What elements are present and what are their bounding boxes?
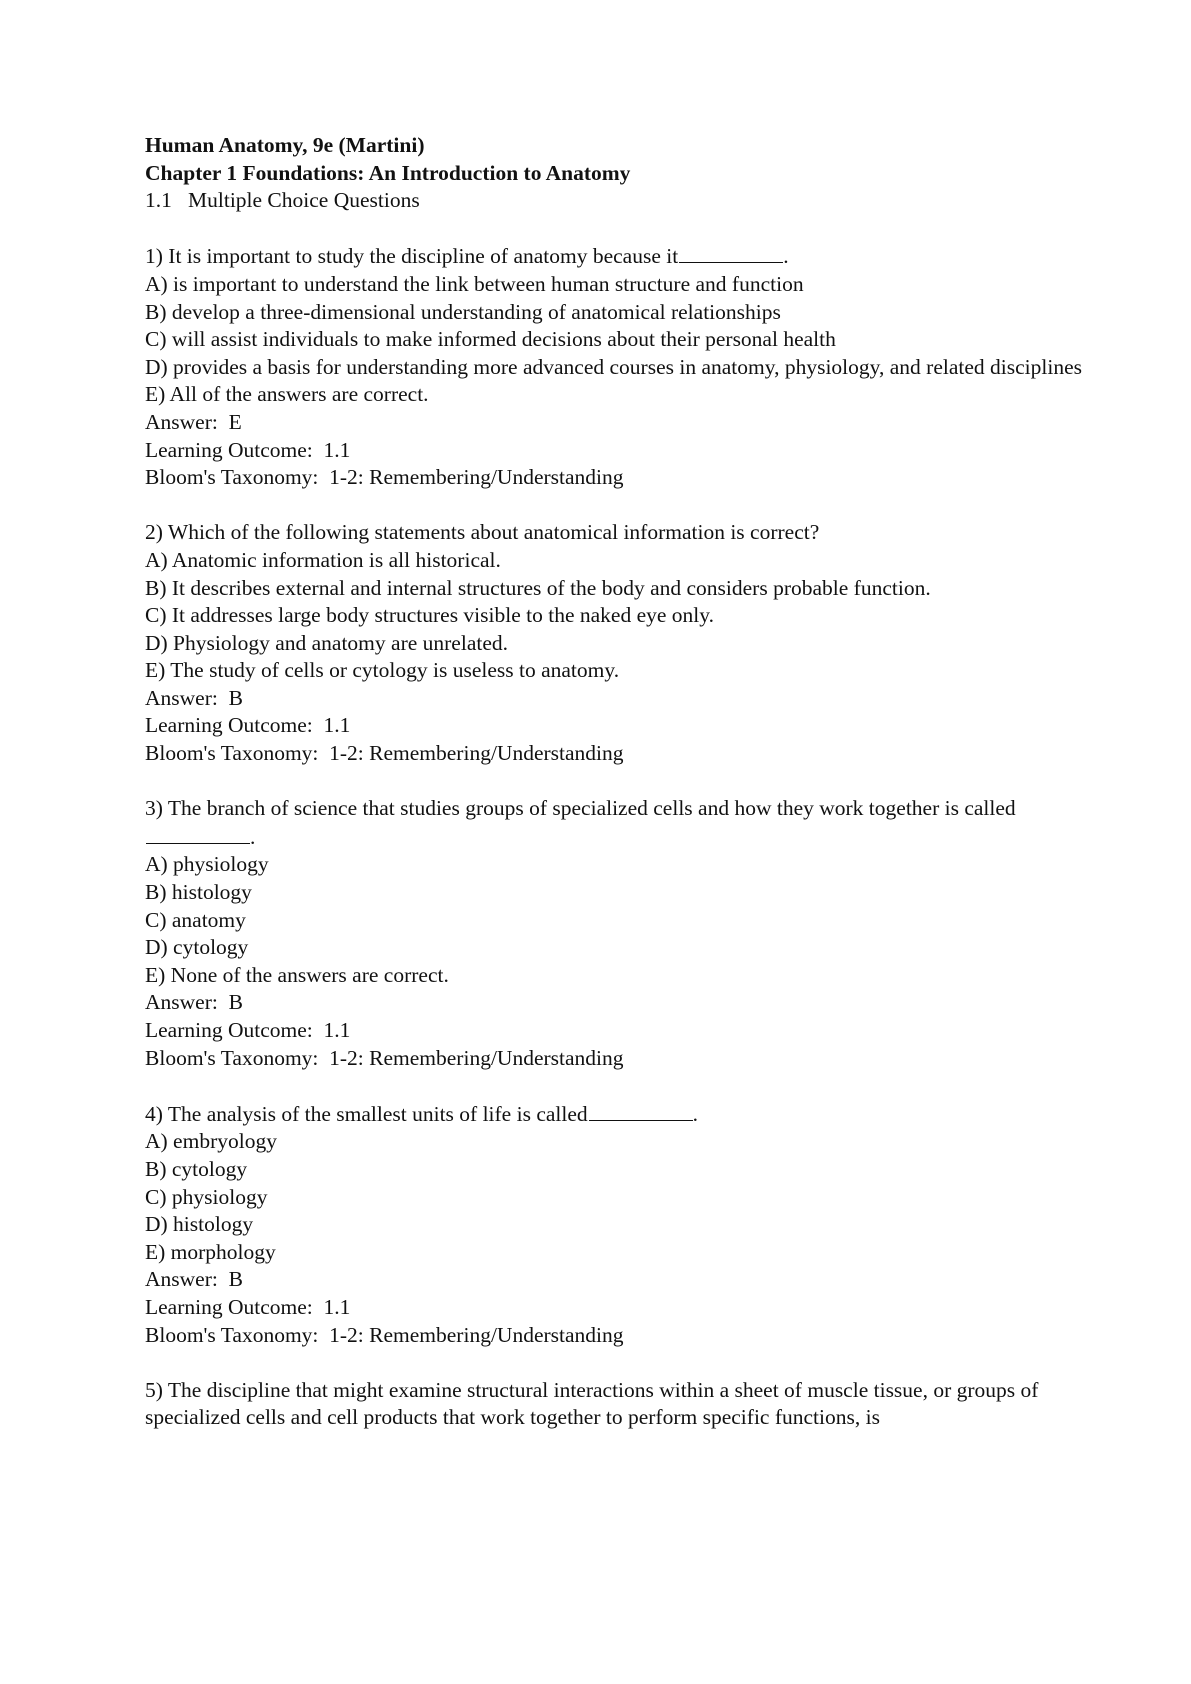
question-3	[145, 795, 1085, 1072]
answer-option: B) It describes external and internal structures of the body and considers probable function.	[145, 575, 931, 600]
blooms-taxonomy: Bloom's Taxonomy: 1-2: Remembering/Understanding	[145, 741, 624, 766]
learning-outcome: Learning Outcome: 1.1	[145, 713, 351, 738]
learning-outcome: Learning Outcome: 1.1	[145, 1018, 351, 1042]
answer-option: A) Anatomic information is all historical.	[145, 547, 501, 572]
question-1	[145, 242, 1085, 491]
document-page	[145, 132, 1085, 1432]
question-stem	[145, 795, 1085, 851]
answer-option: B) develop a three-dimensional understanding of anatomical relationships	[145, 299, 781, 324]
answer-option: A) is important to understand the link between human structure and function	[145, 271, 804, 296]
answer-option: D) Physiology and anatomy are unrelated.	[145, 630, 509, 655]
learning-outcome: Learning Outcome: 1.1	[145, 437, 351, 462]
question-stem-end: .	[692, 1101, 699, 1126]
answer-blank	[589, 1100, 693, 1121]
answer-option: E) morphology	[145, 1239, 276, 1264]
question-stem-text: 4) The analysis of the smallest units of life is called	[145, 1101, 588, 1126]
question-list	[145, 242, 1085, 1432]
blooms-taxonomy: Bloom's Taxonomy: 1-2: Remembering/Understanding	[145, 1322, 624, 1347]
learning-outcome: Learning Outcome: 1.1	[145, 1294, 351, 1319]
answer-option: C) anatomy	[145, 907, 246, 932]
answer-option: C) It addresses large body structures visible to the naked eye only.	[145, 603, 715, 628]
question-stem-end: .	[250, 824, 256, 849]
section-heading: 1.1 Multiple Choice Questions	[145, 188, 420, 213]
answer-key: Answer: B	[145, 1267, 243, 1292]
question-stem-text: 5) The discipline that might examine structural interactions within a sheet of muscle tissue, or groups of specialized cells and cell products that work together to perform specific functions, is	[145, 1377, 1039, 1430]
blooms-taxonomy: Bloom's Taxonomy: 1-2: Remembering/Understanding	[145, 465, 624, 490]
question-5	[145, 1377, 1085, 1432]
question-2	[145, 519, 1085, 767]
blooms-taxonomy: Bloom's Taxonomy: 1-2: Remembering/Understanding	[145, 1045, 624, 1070]
question-stem	[145, 1377, 1085, 1432]
answer-option: D) histology	[145, 1212, 254, 1237]
answer-option: A) physiology	[145, 852, 269, 877]
document-title: Human Anatomy, 9e (Martini)	[145, 133, 425, 157]
answer-key: Answer: E	[145, 409, 242, 434]
question-stem	[145, 242, 1085, 271]
question-stem	[145, 1100, 1085, 1129]
answer-option: D) cytology	[145, 935, 249, 960]
question-stem-text: 2) Which of the following statements about anatomical information is correct?	[145, 520, 820, 545]
answer-option: E) All of the answers are correct.	[145, 382, 429, 407]
answer-option: D) provides a basis for understanding more advanced courses in anatomy, physiology, and related disciplines	[145, 354, 1082, 379]
answer-blank	[146, 823, 250, 844]
chapter-title: Chapter 1 Foundations: An Introduction to Anatomy	[145, 160, 631, 185]
question-stem-end: .	[783, 244, 789, 269]
answer-option: B) histology	[145, 880, 252, 905]
question-4	[145, 1100, 1085, 1349]
answer-blank	[679, 242, 783, 263]
answer-option: C) will assist individuals to make informed decisions about their personal health	[145, 327, 836, 352]
answer-option: C) physiology	[145, 1184, 268, 1209]
answer-option: A) embryology	[145, 1129, 277, 1154]
answer-key: Answer: B	[145, 685, 243, 710]
answer-option: E) The study of cells or cytology is useless to anatomy.	[145, 658, 620, 683]
question-stem-text: 1) It is important to study the discipline of anatomy because it	[145, 244, 679, 269]
answer-key: Answer: B	[145, 990, 243, 1015]
question-stem	[145, 519, 1085, 547]
answer-option: E) None of the answers are correct.	[145, 962, 449, 987]
question-stem-text: 3) The branch of science that studies groups of specialized cells and how they work together is called	[145, 796, 1016, 821]
answer-option: B) cytology	[145, 1156, 248, 1181]
